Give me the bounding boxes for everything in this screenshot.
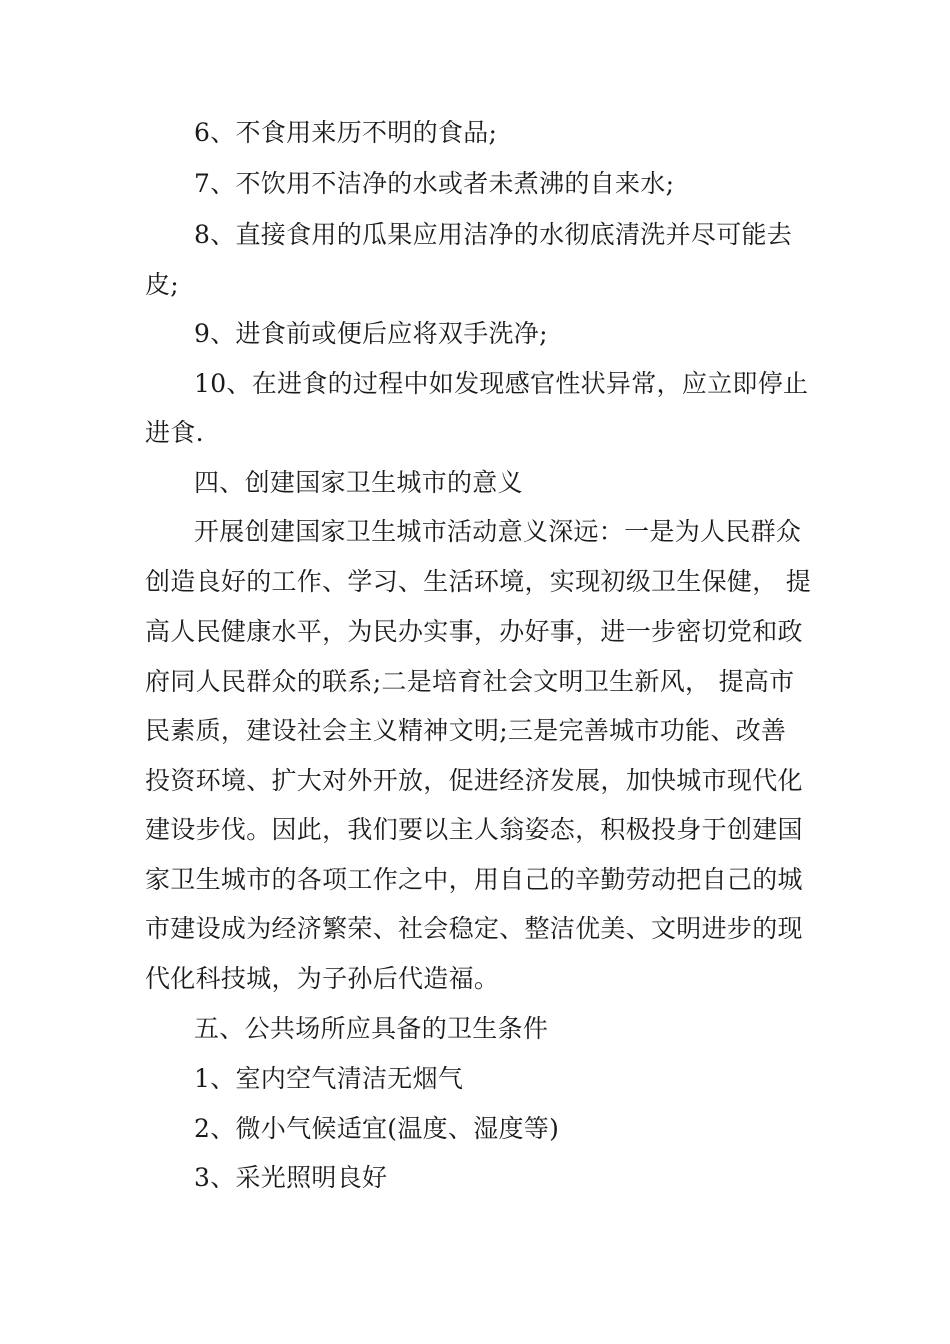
paragraph-line-8: 家卫生城市的各项工作之中，用自己的辛勤劳动把自己的城 <box>145 865 803 894</box>
paragraph-line-4: 府同人民群众的联系;二是培育社会文明卫生新风， 提高市 <box>145 667 795 696</box>
paragraph-line-10: 代化科技城，为子孙后代造福。 <box>145 964 500 993</box>
list-item-9: 9、进食前或便后应将双手洗净; <box>194 319 548 348</box>
condition-item-3: 3、采光照明良好 <box>194 1163 388 1192</box>
paragraph-line-6: 投资环境、扩大对外开放，促进经济发展，加快城市现代化 <box>145 766 803 795</box>
paragraph-line-1: 开展创建国家卫生城市活动意义深远：一是为人民群众 <box>194 517 802 546</box>
paragraph-line-9: 市建设成为经济繁荣、社会稳定、整洁优美、文明进步的现 <box>145 914 803 943</box>
condition-item-1: 1、室内空气清洁无烟气 <box>194 1064 464 1093</box>
list-item-8-line-2: 皮; <box>145 270 180 299</box>
section-heading-4: 四、创建国家卫生城市的意义 <box>194 468 523 497</box>
paragraph-line-5: 民素质，建设社会主义精神文明;三是完善城市功能、改善 <box>145 716 787 745</box>
list-item-6: 6、不食用来历不明的食品; <box>194 118 498 147</box>
paragraph-line-2: 创造良好的工作、学习、生活环境，实现初级卫生保健， 提 <box>145 567 812 596</box>
condition-item-2: 2、微小气候适宜(温度、湿度等) <box>194 1114 560 1143</box>
paragraph-line-7: 建设步伐。因此，我们要以主人翁姿态，积极投身于创建国 <box>145 815 803 844</box>
section-heading-5: 五、公共场所应具备的卫生条件 <box>194 1014 549 1043</box>
list-item-10-line-1: 10、在进食的过程中如发现感官性状异常，应立即停止 <box>194 369 809 398</box>
paragraph-line-3: 高人民健康水平，为民办实事，办好事，进一步密切党和政 <box>145 617 803 646</box>
list-item-8-line-1: 8、直接食用的瓜果应用洁净的水彻底清洗并尽可能去 <box>194 220 793 249</box>
list-item-10-line-2: 进食. <box>145 418 204 447</box>
list-item-7: 7、不饮用不洁净的水或者未煮沸的自来水; <box>194 169 675 198</box>
